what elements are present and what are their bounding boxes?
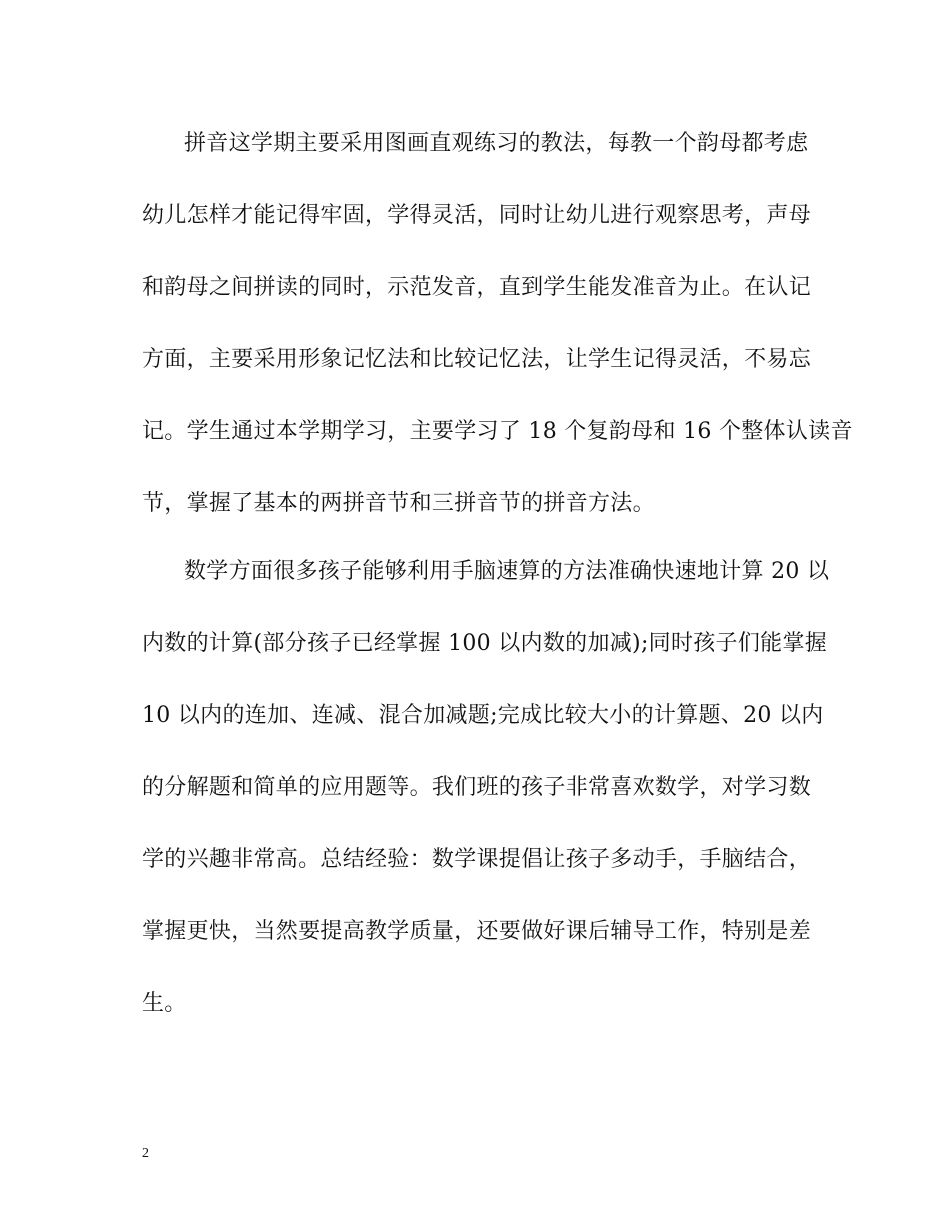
paragraph-line: 数学方面很多孩子能够利用手脑速算的方法准确快速地计算 20 以 [184, 559, 830, 584]
paragraph-line: 的分解题和简单的应用题等。我们班的孩子非常喜欢数学，对学习数 [142, 775, 812, 800]
paragraph-line: 节，掌握了基本的两拼音节和三拼音节的拼音方法。 [142, 491, 655, 516]
paragraph-line: 幼儿怎样才能记得牢固，学得灵活，同时让幼儿进行观察思考，声母 [142, 203, 812, 228]
paragraph-line: 掌握更快，当然要提高教学质量，还要做好课后辅导工作，特别是差 [142, 919, 812, 944]
page-number: 2 [142, 1146, 149, 1161]
paragraph-line: 10 以内的连加、连减、混合加减题;完成比较大小的计算题、20 以内 [142, 703, 824, 728]
paragraph-line: 学的兴趣非常高。总结经验：数学课提倡让孩子多动手，手脑结合， [142, 847, 812, 872]
paragraph-line: 拼音这学期主要采用图画直观练习的教法，每教一个韵母都考虑 [184, 131, 809, 156]
paragraph-line: 生。 [142, 991, 187, 1016]
paragraph-line: 记。学生通过本学期学习，主要学习了 18 个复韵母和 16 个整体认读音 [142, 419, 853, 444]
paragraph-line: 内数的计算(部分孩子已经掌握 100 以内数的加减);同时孩子们能掌握 [142, 631, 828, 656]
paragraph-line: 和韵母之间拼读的同时，示范发音，直到学生能发准音为止。在认记 [142, 275, 812, 300]
paragraph-line: 方面，主要采用形象记忆法和比较记忆法，让学生记得灵活，不易忘 [142, 347, 812, 372]
